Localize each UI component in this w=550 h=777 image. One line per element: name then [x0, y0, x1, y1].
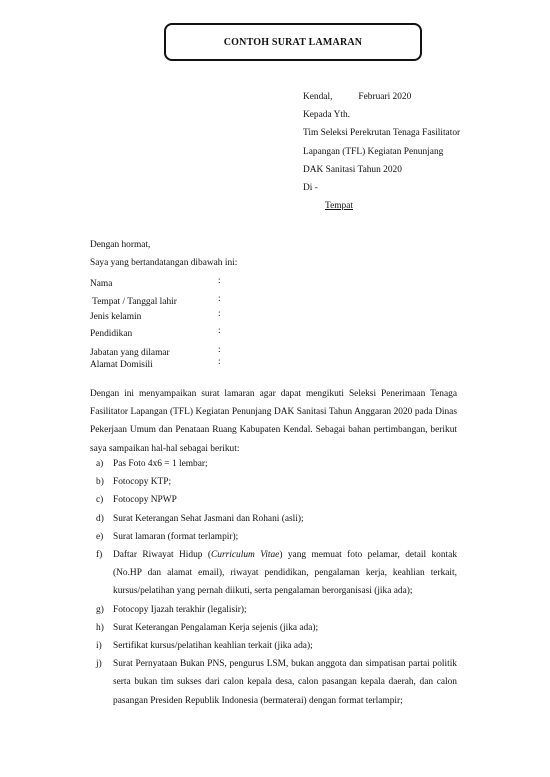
- address-line: Lapangan (TFL) Kegiatan Penunjang: [303, 146, 444, 157]
- city: Kendal,: [303, 92, 333, 102]
- address-line: DAK Sanitasi Tahun 2020: [303, 164, 402, 175]
- list-text: Sertifikat kursus/pelatihan keahlian terkait (jika ada);: [113, 641, 313, 652]
- greeting: Dengan hormat,: [90, 240, 151, 250]
- address-line: Kepada Yth.: [303, 110, 351, 121]
- field-colon: :: [218, 309, 221, 319]
- field-colon: :: [218, 357, 221, 367]
- field-colon: :: [218, 345, 221, 355]
- list-item: [90, 637, 457, 655]
- field-label: Tempat / Tanggal lahir: [90, 297, 177, 307]
- list-marker: h): [96, 622, 104, 633]
- list-marker: b): [96, 477, 104, 488]
- intro-line: Saya yang bertandatangan dibawah ini:: [90, 258, 238, 268]
- list-marker: d): [96, 513, 104, 524]
- list-text: Fotocopy KTP;: [113, 477, 172, 488]
- greeting-block: [90, 236, 237, 272]
- field-nama: [90, 276, 290, 297]
- list-text: Surat Keterangan Pengalaman Kerja sejenis (jika ada);: [113, 622, 319, 633]
- address-place: Tempat: [325, 201, 353, 212]
- list-marker: e): [96, 531, 104, 542]
- address-line: Tim Seleksi Perekrutan Tenaga Fasilitator: [303, 128, 461, 139]
- document-title: CONTOH SURAT LAMARAN: [164, 23, 422, 61]
- date-line: [303, 88, 460, 106]
- list-item: [90, 546, 457, 601]
- list-item: [90, 510, 457, 528]
- requirements-list: [90, 455, 457, 710]
- list-text: Fotocopy Ijazah terakhir (legalisir);: [113, 604, 247, 615]
- list-item: [90, 655, 457, 710]
- field-colon: :: [218, 326, 221, 336]
- field-jabatan: [90, 345, 290, 360]
- field-label: Alamat Domisili: [90, 360, 153, 370]
- list-marker: j): [96, 659, 102, 670]
- list-item: [90, 601, 457, 619]
- list-text: Surat lamaran (format terlampir);: [113, 531, 239, 542]
- date: Februari 2020: [358, 92, 412, 102]
- field-label: Pendidikan: [90, 329, 133, 339]
- list-text: Fotocopy NPWP: [113, 495, 177, 506]
- list-text: ) yang memuat foto pelamar, detail kontak (No.HP dan alamat email), riwayat pendidikan, pengalaman kerja, keahlian terkait, kursus/pelatihan yang pernah diikuti, serta pengalaman berorganisasi (jika ada);: [113, 550, 458, 597]
- body-paragraph: Dengan ini menyampaikan surat lamaran agar dapat mengikuti Seleksi Penerimaan Tenaga Fasilitator Lapangan (TFL) Kegiatan Penunjang DAK Sanitasi Tahun Anggaran 2020 pada Dinas Pekerjaan Umum dan Penataan Ruang Kabupaten Kendal. Sebagai bahan pertimbangan, berikut saya sampaikan hal-hal sebagai berikut:: [90, 389, 457, 454]
- address-line: Di -: [303, 182, 318, 193]
- list-marker: f): [96, 550, 103, 561]
- list-item: [90, 528, 457, 546]
- list-text: Surat Keterangan Sehat Jasmani dan Rohani (asli);: [113, 513, 304, 524]
- list-text-italic: Curriculum Vitae: [211, 550, 280, 561]
- list-item: [90, 619, 457, 637]
- list-item: [90, 455, 457, 473]
- list-marker: g): [96, 604, 104, 615]
- field-jenis-kelamin: [90, 309, 290, 329]
- list-marker: c): [96, 495, 104, 506]
- list-item: [90, 473, 457, 491]
- applicant-fields: [90, 276, 290, 374]
- field-label: Jenis kelamin: [90, 312, 142, 322]
- field-label: Nama: [90, 279, 113, 289]
- field-alamat: [90, 357, 290, 374]
- list-text: Daftar Riwayat Hidup (: [113, 550, 212, 561]
- list-text: Surat Pernyataan Bukan PNS, pengurus LSM, bukan anggota dan simpatisan partai politik serta bukan tim sukses dari calon kepala desa, calon pasangan kepala daerah, dan calon pasangan Presiden Republik Indonesia (bermaterai) dengan format terlampir;: [113, 659, 457, 706]
- field-ttl: [90, 294, 290, 312]
- field-label: Jabatan yang dilamar: [90, 348, 170, 358]
- field-colon: :: [218, 276, 221, 286]
- list-marker: a): [96, 459, 104, 469]
- list-item: [90, 491, 457, 509]
- field-pendidikan: [90, 326, 290, 348]
- field-colon: :: [218, 294, 221, 304]
- list-marker: i): [96, 641, 102, 652]
- recipient-address: [303, 88, 460, 215]
- list-text: Pas Foto 4x6 = 1 lembar;: [113, 459, 208, 469]
